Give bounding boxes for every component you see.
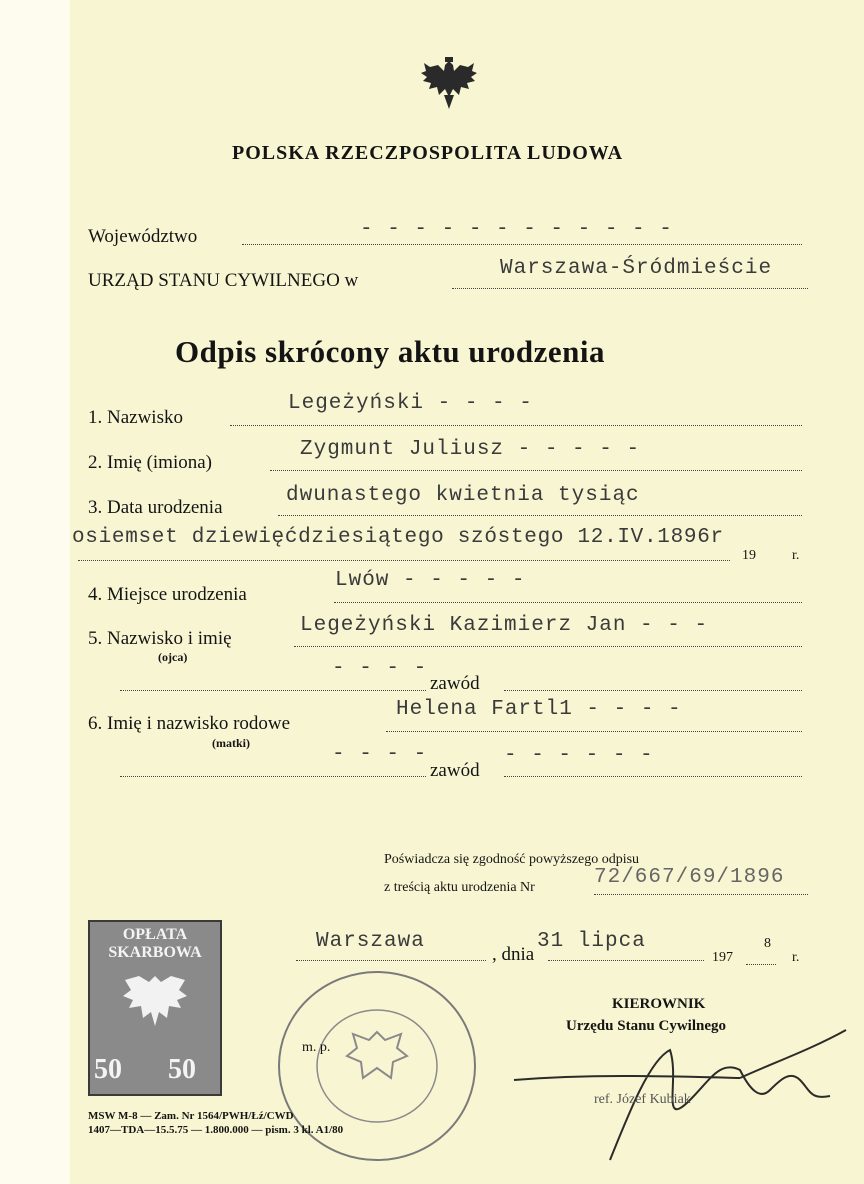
act-number-value: 72/667/69/1896 — [594, 866, 785, 889]
father-occupation-label: zawód — [430, 673, 480, 694]
revenue-stamp-text: OPŁATA SKARBOWA — [108, 926, 202, 961]
mother-occupation-value: - - - - - - — [504, 744, 654, 767]
office-seal-icon — [272, 966, 482, 1166]
signature-title: KIEROWNIK — [612, 996, 706, 1012]
mother-line — [386, 731, 802, 732]
certification-line-2: z treścią aktu urodzenia Nr — [384, 880, 535, 895]
form-code-line-1: MSW M-8 — Zam. Nr 1564/PWH/Łź/CWD — [88, 1110, 294, 1122]
birth-date-line-2 — [78, 560, 730, 561]
certification-line-1: Poświadcza się zgodność powyższego odpisu — [384, 852, 640, 867]
stamp-value-left: 50 — [94, 1054, 122, 1085]
issue-day-label: , dnia — [492, 944, 535, 965]
father-line — [294, 646, 802, 647]
voivodeship-label: Województwo — [88, 226, 198, 247]
seal-place-label: m. p. — [302, 1040, 331, 1055]
year-prefix: 19 — [742, 548, 756, 563]
issue-place: Warszawa — [316, 930, 425, 953]
father-sublabel: (ojca) — [158, 650, 188, 664]
birth-date-label: 3. Data urodzenia — [88, 497, 223, 518]
registry-office-line — [452, 288, 808, 289]
surname-value: Legeżyński - - - - — [288, 392, 533, 415]
first-names-line — [270, 470, 802, 471]
revenue-stamp — [88, 920, 222, 1096]
issue-year-digit: 8 — [764, 936, 771, 951]
form-code-line-2: 1407—TDA—15.5.75 — 1.800.000 — pism. 3 kl. A1/80 — [88, 1124, 344, 1136]
issue-date-value: 31 lipca — [537, 930, 646, 953]
scan-margin — [0, 0, 70, 1184]
issue-year-suffix: r. — [792, 950, 800, 965]
surname-line — [230, 425, 802, 426]
issue-year-prefix: 197 — [712, 950, 733, 965]
mother-occupation-label: zawód — [430, 760, 480, 781]
father-line-2 — [120, 690, 426, 691]
mother-value-2: - - - - — [332, 743, 428, 766]
document-title: Odpis skrócony aktu urodzenia — [175, 334, 605, 369]
birth-date-value-1: dwunastego kwietnia tysiąc — [286, 484, 640, 507]
birthplace-label: 4. Miejsce urodzenia — [88, 584, 247, 605]
issue-year-line — [746, 964, 776, 965]
surname-label: 1. Nazwisko — [88, 407, 183, 428]
father-value-2: - - - - — [332, 657, 428, 680]
voivodeship-value: - - - - - - - - - - - - — [360, 218, 673, 241]
stamp-eagle-icon — [120, 970, 190, 1042]
mother-value: Helena Fartl1 - - - - — [396, 698, 682, 721]
birthplace-value: Lwów - - - - - — [335, 569, 526, 592]
issue-date-line — [548, 960, 704, 961]
country-heading: POLSKA RZECZPOSPOLITA LUDOWA — [232, 142, 624, 164]
eagle-emblem-icon — [416, 55, 482, 117]
father-occupation-line — [504, 690, 802, 691]
mother-label: 6. Imię i nazwisko rodowe — [88, 713, 291, 734]
stamp-value-right: 50 — [168, 1054, 196, 1085]
registry-office-label: URZĄD STANU CYWILNEGO w — [88, 270, 359, 291]
voivodeship-line — [242, 244, 802, 245]
mother-line-2 — [120, 776, 426, 777]
first-names-value: Zygmunt Juliusz - - - - - — [300, 438, 641, 461]
mother-sublabel: (matki) — [212, 736, 250, 750]
act-number-line — [594, 894, 808, 895]
signature-office: Urzędu Stanu Cywilnego — [566, 1018, 727, 1034]
birth-date-line-1 — [278, 515, 802, 516]
year-suffix: r. — [792, 548, 800, 563]
first-names-label: 2. Imię (imiona) — [88, 452, 212, 473]
birthplace-line — [334, 602, 802, 603]
signature-note: ref. Józef Kubiak — [594, 1092, 691, 1107]
father-value: Legeżyński Kazimierz Jan - - - — [300, 614, 709, 637]
registry-office-value: Warszawa-Śródmieście — [500, 257, 773, 280]
mother-occupation-line — [504, 776, 802, 777]
father-label: 5. Nazwisko i imię — [88, 628, 232, 649]
birth-date-value-2: osiemset dziewięćdziesiątego szóstego 12.IV.1896r — [72, 526, 724, 549]
place-line — [296, 960, 486, 961]
